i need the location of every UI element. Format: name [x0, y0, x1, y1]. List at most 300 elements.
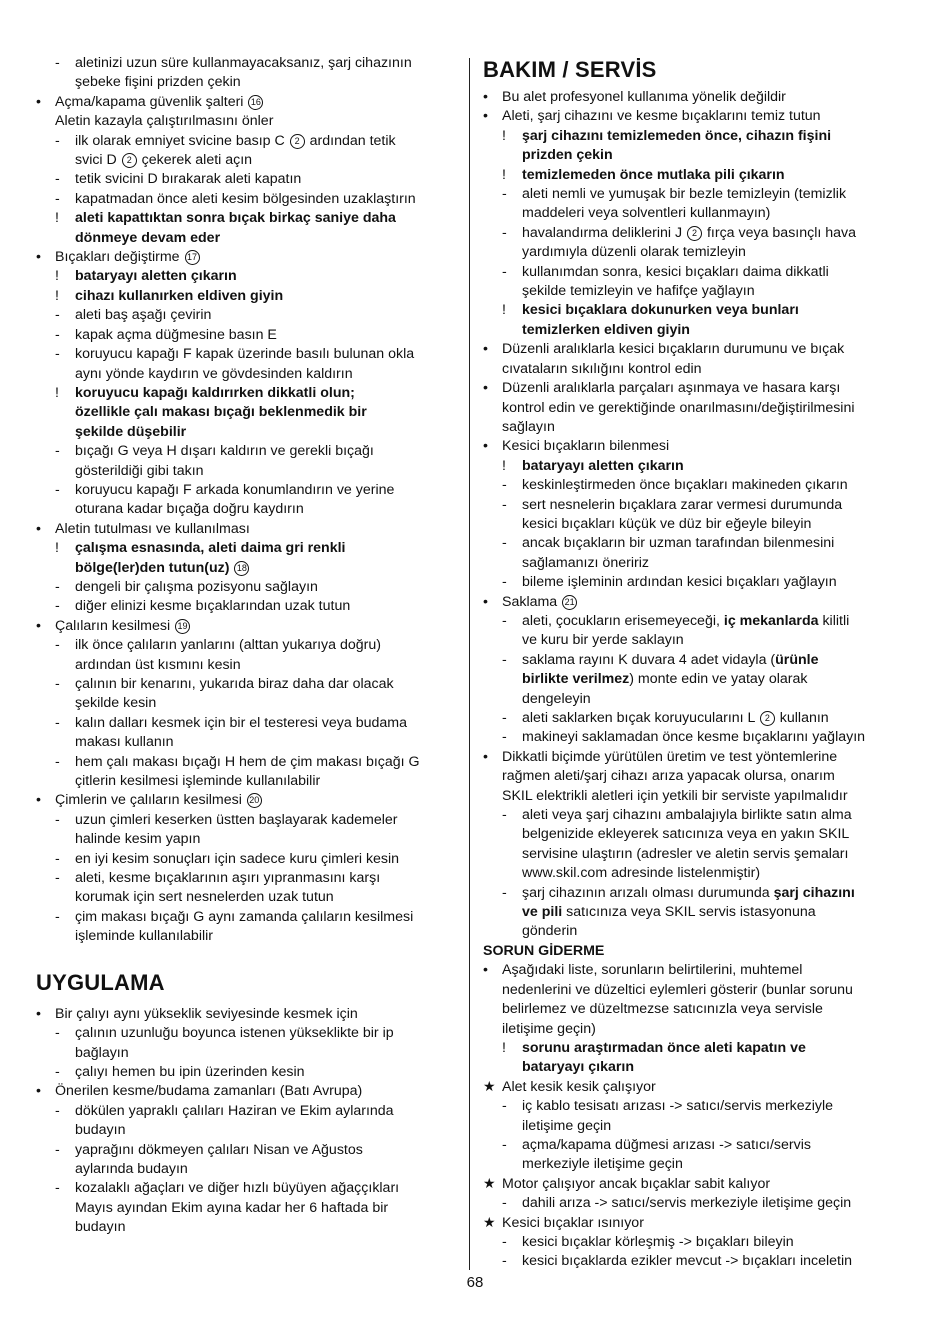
- text: dengeli bir çalışma pozisyonu sağlayın: [75, 578, 318, 595]
- list-item-continuation: [36, 830, 468, 849]
- list-item: [483, 476, 913, 495]
- list-item: [36, 811, 468, 830]
- text: Bıçakları değiştirme: [55, 249, 184, 266]
- list-item-continuation: [483, 1117, 913, 1136]
- text: kozalaklı ağaçları ve diğer hızlı büyüyen ağaççıkları: [75, 1180, 400, 1197]
- dash-marker: -: [55, 1102, 60, 1119]
- section-heading-uygulama: UYGULAMA: [36, 969, 165, 995]
- text: ) monte edin ve yatay olarak: [629, 671, 808, 688]
- text: svici D: [75, 152, 121, 169]
- warning-marker: !: [502, 302, 506, 319]
- list-item-continuation: [36, 423, 468, 442]
- bullet-marker: •: [36, 520, 41, 537]
- list-item-continuation: [483, 204, 913, 223]
- star-marker: ★: [483, 1175, 496, 1192]
- bold-text: bölge(ler)den tutun(uz): [75, 559, 234, 576]
- bullet-marker: •: [483, 593, 488, 610]
- text: işleminde kullanılabilir: [75, 928, 213, 945]
- bold-text: özellikle çalı makası bıçağı beklenmedik bir: [75, 404, 367, 421]
- text: ardından üst kısmını kesin: [75, 656, 241, 673]
- text: Motor çalışıyor ancak bıçaklar sabit kalıyor: [502, 1175, 771, 1192]
- list-item: [483, 1214, 913, 1233]
- list-item-continuation: [483, 243, 913, 262]
- dash-marker: -: [502, 574, 507, 591]
- text: gösterildiği gibi takın: [75, 462, 204, 479]
- dash-marker: -: [502, 1195, 507, 1212]
- text: yardımıyla düzenli olarak temizleyin: [522, 244, 746, 261]
- list-item: [483, 806, 913, 825]
- text: kontrol edin ve gerektiğinde onarılmasını/değiştirilmesini: [502, 399, 855, 416]
- list-item-continuation: [483, 845, 913, 864]
- text: belgenizide ekleyerek satıcınıza veya en yakın SKIL: [522, 826, 850, 843]
- text: kapatmadan önce aleti kesim bölgesinden uzaklaştırın: [75, 190, 416, 207]
- text: ve kuru bir yerde saklayın: [522, 632, 684, 649]
- list-item-continuation: [483, 767, 913, 786]
- list-item-continuation: [483, 825, 913, 844]
- text: Kesici bıçaklar ısınıyor: [502, 1214, 644, 1231]
- dash-marker: -: [55, 307, 60, 324]
- text: Aletin tutulması ve kullanılması: [55, 520, 250, 537]
- text: rağmen aleti/şarj cihazı arıza yapacak olursa, onarım: [502, 768, 835, 785]
- text: sağlayın: [502, 418, 555, 435]
- bold-text: ürünle: [775, 651, 819, 668]
- list-item-continuation: [483, 321, 913, 340]
- bold-text: şarj cihazını temizlemeden önce, cihazın fişini: [522, 127, 832, 144]
- list-item: [483, 88, 913, 107]
- text: çalının bir kenarını, yukarıda biraz daha dar olacak: [75, 676, 394, 692]
- warning-marker: !: [55, 210, 59, 227]
- list-item: [36, 520, 468, 539]
- dash-marker: -: [502, 1233, 507, 1250]
- text: çim makası bıçağı G aynı zamanda çalıların kesilmesi: [75, 908, 414, 925]
- text: fırça veya basınçlı hava: [703, 224, 857, 241]
- list-item-continuation: [36, 927, 468, 946]
- text: Düzenli aralıklarla kesici bıçakların durumunu ve bıçak: [502, 341, 845, 358]
- list-item: [36, 753, 468, 772]
- dash-marker: -: [502, 1098, 507, 1115]
- text: sağlamanızı öneririz: [522, 554, 649, 571]
- list-item: [36, 306, 468, 325]
- bold-text: birlikte verilmez: [522, 671, 630, 688]
- dash-marker: -: [55, 908, 60, 925]
- text: kullanın: [775, 710, 829, 726]
- star-marker: ★: [483, 1078, 496, 1095]
- list-item: [483, 263, 913, 282]
- list-item-continuation: [483, 1020, 913, 1039]
- dash-marker: -: [55, 1180, 60, 1197]
- list-item: [483, 709, 913, 728]
- warning-marker: !: [55, 384, 59, 401]
- star-marker: ★: [483, 1214, 496, 1231]
- list-item: [36, 1102, 468, 1121]
- list-item: [36, 481, 468, 500]
- bullet-marker: •: [36, 792, 41, 809]
- text: bıçağı G veya H dışarı kaldırın ve gerekli bıçağı: [75, 443, 374, 460]
- warning-marker: !: [502, 1039, 506, 1056]
- bullet-marker: •: [483, 108, 488, 125]
- list-item: [36, 170, 468, 189]
- text: aynı yönde kaydırın ve gövdesinden kaldırın: [75, 365, 353, 382]
- text: iç kablo tesisatı arızası -> satıcı/servis merkeziyle: [522, 1098, 834, 1115]
- list-item: [483, 1039, 913, 1058]
- text: satıcınıza veya SKIL servis istasyonuna: [562, 904, 816, 921]
- bullet-marker: •: [36, 1083, 41, 1100]
- text: şekilde temizleyin ve hafifçe yağlayın: [522, 283, 755, 300]
- list-item: [483, 1097, 913, 1116]
- text: merkeziyle iletişime geçin: [522, 1156, 683, 1173]
- text: makineyi saklamadan önce kesme bıçaklarını yağlayın: [522, 729, 866, 746]
- text: dengeleyin: [522, 690, 591, 707]
- bullet-marker: •: [483, 89, 488, 105]
- list-item: [36, 675, 468, 694]
- text: Dikkatli biçimde yürütülen üretim ve test yöntemlerine: [502, 748, 838, 765]
- uygulama-text-block: [36, 1005, 468, 1238]
- list-item-continuation: [36, 500, 468, 519]
- list-item: [36, 1063, 468, 1082]
- list-item: [483, 748, 913, 767]
- text: nedenlerini ve düzeltici eylemleri gösterir (bunlar sorunu: [502, 981, 853, 998]
- dash-marker: -: [55, 598, 60, 615]
- bold-text: bataryayı aletten çıkarın: [522, 457, 684, 474]
- bullet-marker: •: [483, 341, 488, 358]
- left-column: [36, 54, 468, 1238]
- bold-text: prizden çekin: [522, 147, 613, 164]
- list-item: [36, 1005, 468, 1024]
- list-item-continuation: [483, 1155, 913, 1174]
- list-item-continuation: [36, 1121, 468, 1140]
- dash-marker: -: [55, 753, 60, 770]
- dash-marker: -: [55, 870, 60, 887]
- bold-text: aleti kapattıktan sonra bıçak birkaç saniye daha: [75, 210, 396, 227]
- dash-marker: -: [55, 55, 60, 71]
- list-item: [36, 326, 468, 345]
- list-item: [36, 714, 468, 733]
- bold-text: bataryayı çıkarın: [522, 1059, 634, 1076]
- text: bağlayın: [75, 1044, 129, 1061]
- bullet-marker: •: [36, 93, 41, 110]
- list-item-continuation: [36, 888, 468, 907]
- text: budayın: [75, 1219, 126, 1236]
- warning-marker: !: [502, 457, 506, 474]
- text: makası kullanın: [75, 734, 174, 751]
- list-item: [483, 1078, 913, 1097]
- list-item: [483, 457, 913, 476]
- list-item: [36, 132, 468, 151]
- text: çekerek aleti açın: [137, 152, 253, 169]
- dash-marker: -: [502, 263, 507, 280]
- text: koruyucu kapağı F arkada konumlandırın ve yerine: [75, 481, 395, 498]
- list-item: [483, 224, 913, 243]
- list-item-continuation: [36, 559, 468, 578]
- list-item-continuation: [36, 1199, 468, 1218]
- bold-text: sorunu araştırmadan önce aleti kapatın ve: [522, 1039, 806, 1056]
- warning-marker: !: [55, 287, 59, 304]
- list-item-continuation: [483, 1058, 913, 1077]
- list-item-continuation: [483, 282, 913, 301]
- warning-marker: !: [502, 127, 506, 144]
- dash-marker: -: [502, 224, 507, 241]
- list-item-continuation: [36, 151, 468, 170]
- list-item: [483, 728, 913, 747]
- text: aylarında budayın: [75, 1160, 188, 1177]
- bold-text: bataryayı aletten çıkarın: [75, 268, 237, 285]
- text: Düzenli aralıklarla parçaları aşınmaya ve hasara karşı: [502, 380, 841, 397]
- subsection-heading: [483, 942, 913, 961]
- text: aleti saklarken bıçak koruyucularını L: [522, 710, 759, 726]
- list-item-continuation: [36, 656, 468, 675]
- text: aleti, kesme bıçaklarının aşırı yıpranmasını karşı: [75, 870, 381, 887]
- section-heading-bakim-servis: BAKIM / SERVİS: [483, 57, 657, 82]
- text: koruyucu kapağı F kapak üzerinde basılı bulunan okla: [75, 346, 415, 363]
- text: belirlemez ve düzeltmezse satıcınızla veya servisle: [502, 1001, 823, 1018]
- text: şekilde kesin: [75, 695, 157, 712]
- dash-marker: -: [502, 729, 507, 746]
- list-item: [36, 287, 468, 306]
- list-item-continuation: [483, 1000, 913, 1019]
- text: kesici bıçaklarda ezikler mevcut -> bıçakları inceletin: [522, 1253, 852, 1270]
- list-item-continuation: [483, 690, 913, 709]
- text: aleti nemli ve yumuşak bir bezle temizleyin (temizlik: [522, 186, 847, 203]
- right-text-block: [483, 88, 913, 1272]
- dash-marker: -: [502, 477, 507, 494]
- list-item: [483, 612, 913, 631]
- list-item: [36, 1082, 468, 1101]
- list-item: [483, 884, 913, 903]
- list-item-continuation: [36, 772, 468, 791]
- text: kesici bıçakları küçük ve düz bir eğeyle bileyin: [522, 515, 812, 532]
- bold-text: çalışma esnasında, aleti daima gri renkli: [75, 540, 346, 557]
- dash-marker: -: [55, 1025, 60, 1042]
- dash-marker: -: [502, 1253, 507, 1270]
- text: www.skil.com adresinde listelenmiştir): [522, 865, 761, 882]
- text: kapak açma düğmesine basın E: [75, 326, 277, 343]
- dash-marker: -: [502, 884, 507, 901]
- list-item: [36, 345, 468, 364]
- list-item: [483, 496, 913, 515]
- list-item-continuation: [483, 864, 913, 883]
- text: Bir çalıyı aynı yükseklik seviyesinde kesmek için: [55, 1005, 358, 1022]
- text: hem çalı makası bıçağı H hem de çim makası bıçağı G: [75, 753, 420, 770]
- text: dökülen yapraklı çalıları Haziran ve Ekim aylarında: [75, 1102, 394, 1119]
- text: Aletin kazayla çalıştırılmasını önler: [55, 113, 274, 130]
- bold-text: ve pili: [522, 904, 563, 921]
- figure-reference-badge: 2: [760, 711, 775, 726]
- dash-marker: -: [55, 676, 60, 692]
- list-item: [36, 539, 468, 558]
- text: iletişime geçin: [522, 1117, 612, 1134]
- text: kilitli: [818, 612, 850, 629]
- text: aleti baş aşağı çevirin: [75, 307, 212, 324]
- list-item-continuation: [483, 360, 913, 379]
- list-item-continuation: [483, 418, 913, 437]
- dash-marker: -: [55, 811, 60, 828]
- text: keskinleştirmeden önce bıçakları makineden çıkarın: [522, 477, 848, 494]
- list-item: [36, 1141, 468, 1160]
- list-item: [36, 267, 468, 286]
- dash-marker: -: [502, 651, 507, 668]
- list-item: [483, 651, 913, 670]
- list-item: [36, 209, 468, 228]
- dash-marker: -: [55, 443, 60, 460]
- bold-text: cihazı kullanırken eldiven giyin: [75, 287, 284, 304]
- text: gönderin: [522, 923, 578, 940]
- text: SKIL elektrikli aletleri için yetkili bir serviste yapılmalıdır: [502, 787, 848, 804]
- list-item: [36, 442, 468, 461]
- list-item: [483, 107, 913, 126]
- text: yaprağını dökmeyen çalıları Nisan ve Ağustos: [75, 1141, 363, 1158]
- list-item: [36, 597, 468, 616]
- figure-reference-badge: 2: [290, 134, 305, 149]
- figure-reference-badge: 19: [175, 619, 190, 634]
- right-column: [483, 56, 913, 1272]
- list-item: [36, 578, 468, 597]
- figure-reference-badge: 16: [248, 95, 263, 110]
- list-item: [483, 961, 913, 980]
- dash-marker: -: [55, 190, 60, 207]
- text: Çalıların kesilmesi: [55, 617, 175, 634]
- figure-reference-badge: 18: [234, 561, 249, 576]
- list-item: [36, 384, 468, 403]
- text: iletişime geçin): [502, 1020, 596, 1037]
- dash-marker: -: [55, 578, 60, 595]
- list-item: [36, 617, 468, 636]
- text: açma/kapama düğmesi arızası -> satıcı/servis: [522, 1136, 811, 1153]
- bold-text: iç mekanlarda: [723, 612, 819, 629]
- dash-marker: -: [502, 710, 507, 726]
- text: halinde kesim yapın: [75, 831, 201, 848]
- dash-marker: -: [55, 850, 60, 867]
- list-item: [36, 869, 468, 888]
- bullet-marker: •: [36, 1005, 41, 1022]
- list-item-continuation: [36, 112, 468, 131]
- text: Çimlerin ve çalıların kesilmesi: [55, 792, 246, 809]
- list-item: [36, 248, 468, 267]
- list-item: [36, 636, 468, 655]
- text: saklama rayını K duvara 4 adet vidayla (: [522, 651, 776, 668]
- dash-marker: -: [502, 1136, 507, 1153]
- figure-reference-badge: 2: [122, 153, 137, 168]
- text: şarj cihazının arızalı olması durumunda: [522, 884, 774, 901]
- warning-marker: !: [55, 540, 59, 557]
- figure-reference-badge: 2: [687, 226, 702, 241]
- list-item: [483, 1252, 913, 1271]
- text: ardından tetik: [305, 132, 396, 149]
- dash-marker: -: [55, 637, 60, 654]
- text: diğer elinizi kesme bıçaklarından uzak tutun: [75, 598, 351, 615]
- figure-reference-badge: 21: [562, 595, 577, 610]
- bullet-marker: •: [483, 748, 488, 765]
- text: Bu alet profesyonel kullanıma yönelik değildir: [502, 89, 786, 105]
- dash-marker: -: [55, 132, 60, 149]
- text: Saklama: [502, 593, 562, 610]
- text: kesici bıçaklar körleşmiş -> bıçakları bileyin: [522, 1233, 794, 1250]
- list-item-continuation: [36, 733, 468, 752]
- text: çalının uzunluğu boyunca istenen yükseklikte bir ip: [75, 1025, 394, 1042]
- dash-marker: -: [502, 496, 507, 513]
- text: sert nesnelerin bıçaklara zarar vermesi durumunda: [522, 496, 843, 513]
- list-item: [483, 301, 913, 320]
- text: aleti veya şarj cihazını ambalajıyla birlikte satın alma: [522, 807, 852, 824]
- figure-reference-badge: 20: [247, 793, 262, 808]
- text: Kesici bıçakların bilenmesi: [502, 438, 670, 455]
- dash-marker: -: [502, 535, 507, 552]
- text: Aleti, şarj cihazını ve kesme bıçaklarını temiz tutun: [502, 108, 821, 125]
- list-item: [483, 166, 913, 185]
- text: kalın dalları kesmek için bir el testeresi veya budama: [75, 714, 407, 731]
- figure-reference-badge: 17: [185, 250, 200, 265]
- bold-text: kesici bıçaklara dokunurken veya bunları: [522, 302, 799, 319]
- list-item: [36, 93, 468, 112]
- list-item: [36, 908, 468, 927]
- text: Alet kesik kesik çalışıyor: [502, 1078, 656, 1095]
- text: Açma/kapama güvenlik şalteri: [55, 93, 248, 110]
- list-item-continuation: [483, 981, 913, 1000]
- list-item: [483, 340, 913, 359]
- list-item-continuation: [36, 1218, 468, 1237]
- list-item: [36, 54, 468, 73]
- warning-marker: !: [55, 268, 59, 285]
- dash-marker: -: [55, 171, 60, 188]
- list-item-continuation: [483, 554, 913, 573]
- bold-text: şarj cihazını: [773, 884, 855, 901]
- text: servisine ulaştırın (adresler ve aletin servis şemaları: [522, 845, 849, 862]
- bold-text: dönmeye devam eder: [75, 229, 221, 246]
- bullet-marker: •: [483, 380, 488, 397]
- list-item: [483, 127, 913, 146]
- list-item: [36, 1179, 468, 1198]
- list-item-continuation: [36, 73, 468, 92]
- text: Aşağıdaki liste, sorunların belirtilerini, muhtemel: [502, 962, 803, 979]
- list-item: [36, 190, 468, 209]
- text: cıvataların sıkılığını kontrol edin: [502, 360, 702, 377]
- warning-marker: !: [502, 166, 506, 183]
- text: çitlerin kesilmesi işleminde kullanılabilir: [75, 773, 321, 790]
- dash-marker: -: [55, 714, 60, 731]
- list-item-continuation: [483, 146, 913, 165]
- dash-marker: -: [55, 1141, 60, 1158]
- text: en iyi kesim sonuçları için sadece kuru çimleri kesin: [75, 850, 400, 867]
- list-item-continuation: [36, 1160, 468, 1179]
- list-item: [483, 1175, 913, 1194]
- text: korumak için sert nesnelerden uzak tutun: [75, 889, 334, 906]
- list-item-continuation: [483, 399, 913, 418]
- list-item: [36, 791, 468, 810]
- list-item-continuation: [483, 670, 913, 689]
- text: çalıyı hemen bu ipin üzerinden kesin: [75, 1063, 305, 1080]
- bold-text: şekilde düşebilir: [75, 423, 187, 440]
- dash-marker: -: [502, 807, 507, 824]
- list-item: [483, 1194, 913, 1213]
- text: kullanımdan sonra, kesici bıçakları daima dikkatli: [522, 263, 829, 280]
- list-item-continuation: [483, 922, 913, 941]
- list-item-continuation: [36, 229, 468, 248]
- list-item: [483, 573, 913, 592]
- column-divider: [469, 58, 470, 1270]
- text: ancak bıçakların bir uzman tarafından bilenmesini: [522, 535, 835, 552]
- text: aletinizi uzun süre kullanmayacaksanız, şarj cihazının: [75, 55, 412, 71]
- list-item: [483, 1233, 913, 1252]
- text: tetik svicini D bırakarak aleti kapatın: [75, 171, 302, 188]
- text: budayın: [75, 1122, 126, 1139]
- list-item: [483, 379, 913, 398]
- text: bileme işleminin ardından kesici bıçakları yağlayın: [522, 574, 837, 591]
- bold-text: SORUN GİDERME: [483, 942, 605, 959]
- list-item-continuation: [483, 903, 913, 922]
- list-item-continuation: [36, 1044, 468, 1063]
- list-item-continuation: [483, 631, 913, 650]
- list-item-continuation: [36, 462, 468, 481]
- dash-marker: -: [502, 612, 507, 629]
